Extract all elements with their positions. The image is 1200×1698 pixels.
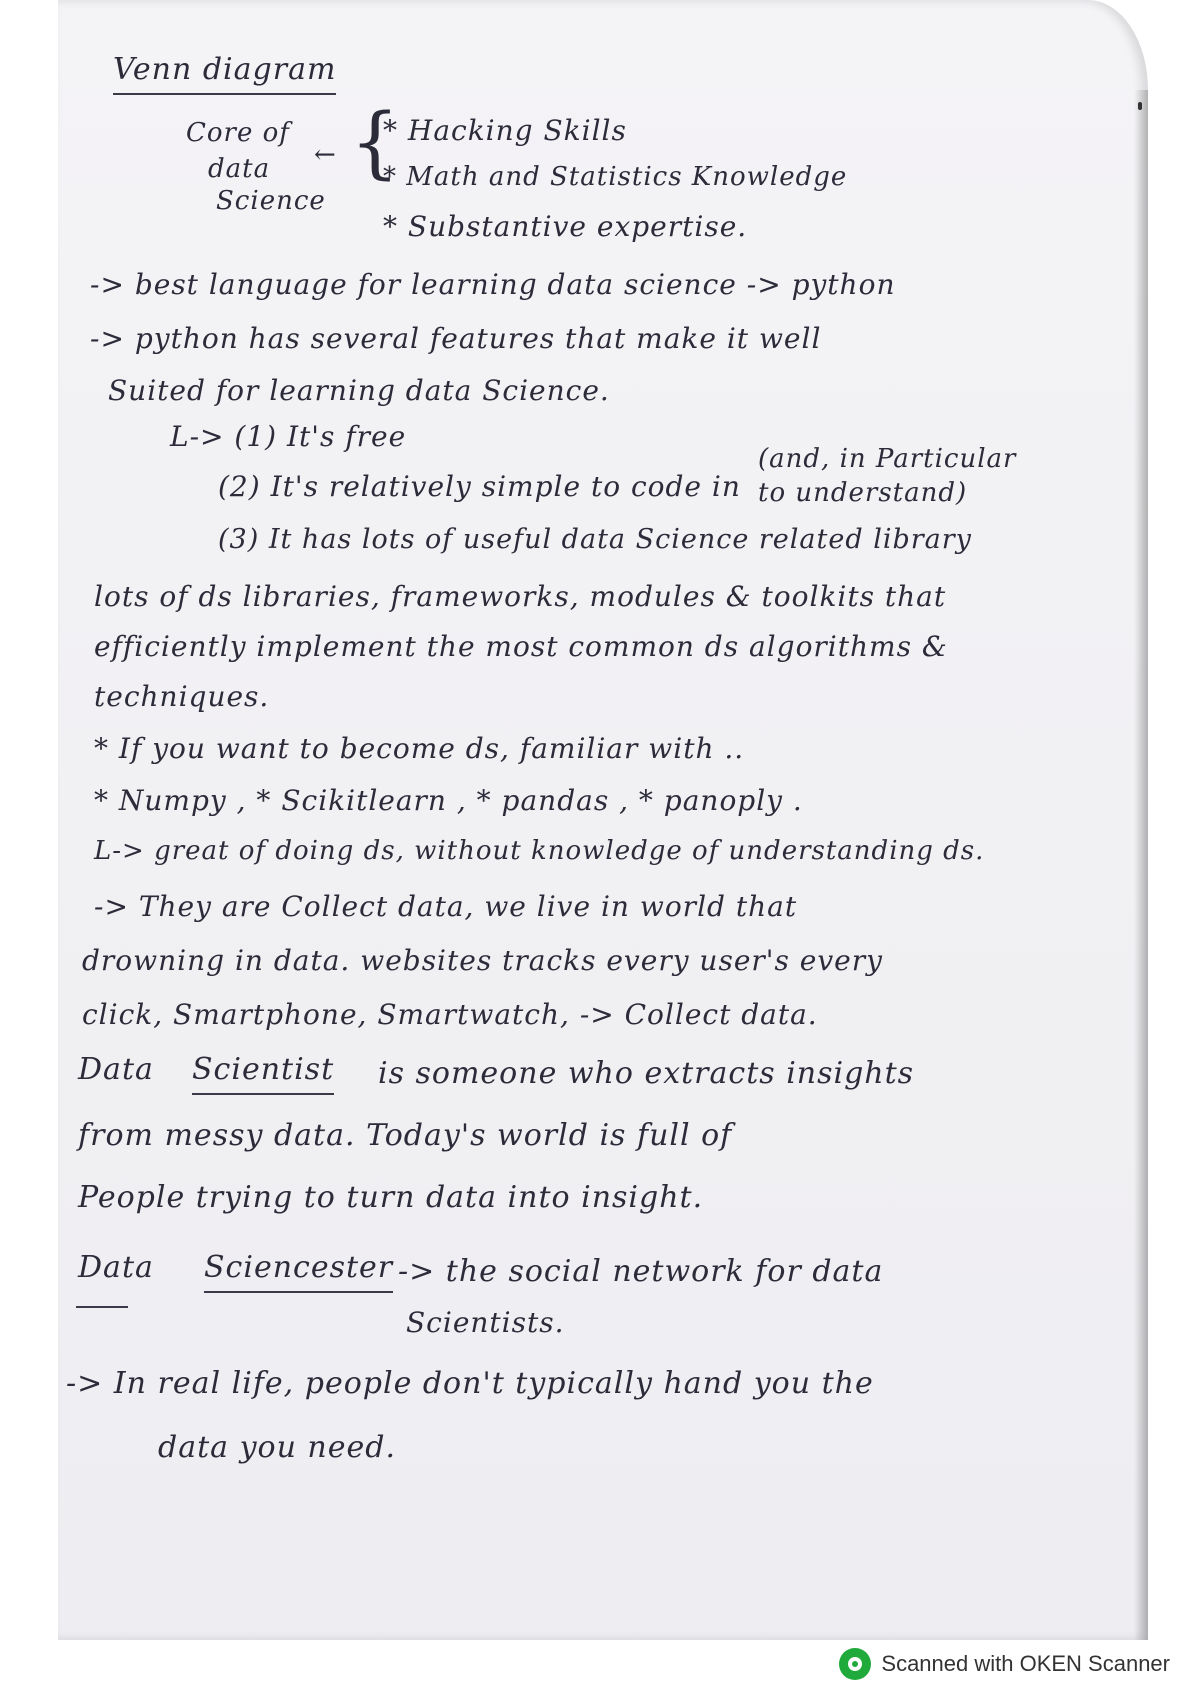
scanner-watermark-text: Scanned with OKEN Scanner xyxy=(881,1651,1170,1676)
stray-mark xyxy=(1138,102,1142,110)
notebook-page xyxy=(58,0,1148,1640)
definition-term-data-2-underline xyxy=(76,1306,128,1308)
definition-1-line-3: People trying to turn data into insight. xyxy=(78,1180,704,1215)
note-line-drowning: drowning in data. websites tracks every user's every xyxy=(82,944,883,977)
definition-1-line-1: is someone who extracts insights xyxy=(378,1056,915,1091)
scanner-watermark xyxy=(839,1644,1170,1684)
note-line-2: -> python has several features that make it well xyxy=(90,322,822,355)
definition-term-scientist: Scientist xyxy=(192,1052,334,1095)
core-label-line-3: Science xyxy=(216,186,326,216)
definition-2-line-1: -> the social network for data xyxy=(398,1254,884,1289)
definition-2-line-2: Scientists. xyxy=(406,1306,565,1339)
core-label-line-2: data xyxy=(208,154,271,184)
curly-brace-icon: { xyxy=(350,98,400,188)
page-title: Venn diagram xyxy=(113,52,336,95)
oken-scanner-logo-icon xyxy=(839,1648,871,1680)
note-line-libraries: lots of ds libraries, frameworks, modules & toolkits that xyxy=(94,580,947,613)
definition-term-sciencester: Sciencester xyxy=(204,1250,393,1293)
note-line-efficiently: efficiently implement the most common ds algorithms & xyxy=(94,630,948,663)
definition-term-data-2: Data xyxy=(78,1250,154,1285)
note-line-great: L-> great of doing ds, without knowledge of understanding ds. xyxy=(94,836,985,866)
side-note-line-2: to understand) xyxy=(758,478,968,508)
note-line-3: Suited for learning data Science. xyxy=(108,374,610,407)
definition-1-line-2: from messy data. Today's world is full of xyxy=(78,1118,733,1153)
core-label-line-1: Core of xyxy=(186,118,290,148)
note-line-click: click, Smartphone, Smartwatch, -> Collect data. xyxy=(82,998,818,1031)
feature-2: (2) It's relatively simple to code in xyxy=(218,470,741,503)
last-line-1: -> In real life, people don't typically hand you the xyxy=(66,1366,874,1401)
core-item-math: * Math and Statistics Knowledge xyxy=(383,162,848,192)
arrow-left-icon: ← xyxy=(314,140,336,170)
core-item-hacking: * Hacking Skills xyxy=(383,114,627,147)
definition-term-data: Data xyxy=(78,1052,154,1087)
side-note-line-1: (and, in Particular xyxy=(758,444,1017,474)
note-line-libs-list: * Numpy , * Scikitlearn , * pandas , * panoply . xyxy=(94,784,803,817)
feature-3: (3) It has lots of useful data Science related library xyxy=(218,524,972,555)
note-line-familiar: * If you want to become ds, familiar with .. xyxy=(94,732,745,765)
note-line-collect: -> They are Collect data, we live in world that xyxy=(94,890,798,923)
last-line-2: data you need. xyxy=(158,1430,397,1465)
feature-1: L-> (1) It's free xyxy=(170,420,407,453)
note-line-1: -> best language for learning data science -> python xyxy=(90,268,896,301)
note-line-techniques: techniques. xyxy=(94,680,270,713)
core-item-expertise: * Substantive expertise. xyxy=(383,210,748,243)
